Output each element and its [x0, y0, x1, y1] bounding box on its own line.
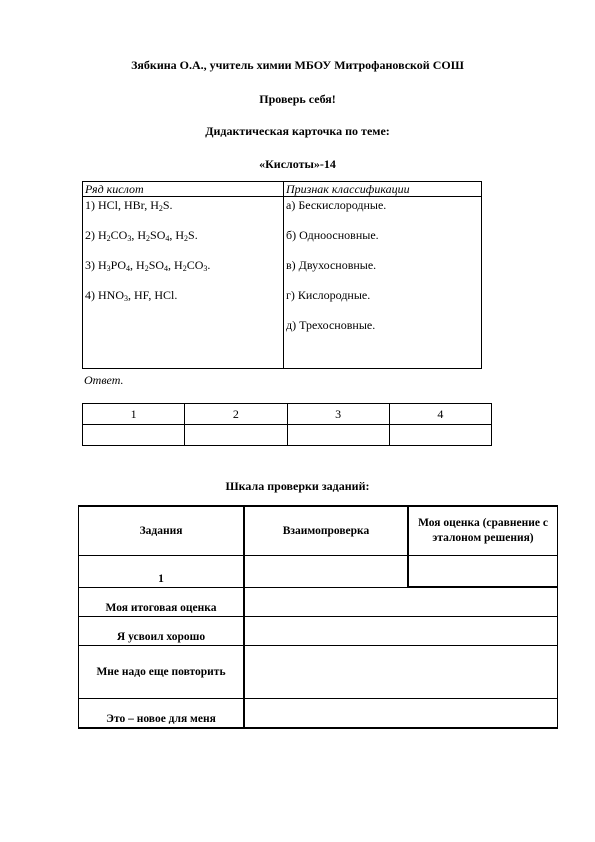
classification-table — [82, 181, 482, 369]
own-grade-header: Моя оценка (сравнение с эталоном решения) — [408, 506, 558, 556]
tasks-header: Задания — [79, 506, 245, 556]
need-repeat-cell[interactable] — [244, 646, 558, 699]
acids-column-header: Ряд кислот — [83, 182, 284, 197]
card-title: Дидактическая карточка по теме: — [205, 124, 390, 138]
final-grade-label: Моя итоговая оценка — [79, 587, 245, 617]
sign-column-header: Признак классификации — [284, 182, 482, 197]
sign-item: а) Бескислородные. — [286, 198, 387, 212]
acid-num: 3) — [85, 258, 98, 272]
answer-header-2: 2 — [185, 404, 287, 425]
learned-well-cell[interactable] — [244, 617, 558, 646]
acid-formula: HCl, HBr, $H_2S$. — [98, 198, 173, 213]
acid-num: 4) — [85, 288, 98, 302]
acid-row — [85, 287, 281, 317]
new-for-me-label: Это – новое для меня — [79, 699, 245, 729]
answer-cell-3[interactable] — [287, 425, 389, 446]
check-yourself-heading: Проверь себя! — [259, 92, 336, 106]
need-repeat-label: Мне надо еще повторить — [79, 646, 245, 699]
new-for-me-cell[interactable] — [244, 699, 558, 729]
sign-item: в) Двухосновные. — [286, 258, 377, 272]
answer-cell-4[interactable] — [389, 425, 491, 446]
peer-check-cell[interactable] — [244, 556, 408, 588]
acid-formula: $HNO_3$, HF, HCl. — [98, 288, 178, 303]
signs-list — [284, 197, 482, 369]
sign-item: г) Кислородные. — [286, 288, 371, 302]
acid-row — [85, 257, 281, 287]
answer-header-4: 4 — [389, 404, 491, 425]
answer-header-3: 3 — [287, 404, 389, 425]
acid-row — [85, 197, 281, 227]
task-number: 1 — [79, 556, 245, 588]
acid-num: 1) — [85, 198, 98, 212]
peer-check-header: Взаимопроверка — [244, 506, 408, 556]
author-line: Зябкина О.А., учитель химии МБОУ Митрофановской СОШ — [131, 58, 464, 72]
scale-table — [78, 505, 558, 729]
acid-row — [85, 227, 281, 257]
acid-formula: $H_2CO_3$, $H_2SO_4$, $H_2S$. — [98, 228, 198, 243]
learned-well-label: Я усвоил хорошо — [79, 617, 245, 646]
acid-num: 2) — [85, 228, 98, 242]
topic-title: «Кислоты»-14 — [259, 157, 336, 171]
answer-cell-1[interactable] — [83, 425, 185, 446]
scale-title: Шкала проверки заданий: — [225, 479, 370, 493]
answer-table — [82, 403, 492, 446]
answer-cell-2[interactable] — [185, 425, 287, 446]
final-grade-cell[interactable] — [244, 587, 558, 617]
own-grade-cell[interactable] — [408, 556, 558, 588]
sign-item: б) Одноосновные. — [286, 228, 379, 242]
sign-item: д) Трехосновные. — [286, 318, 376, 332]
answer-label: Ответ. — [84, 373, 124, 387]
acids-list — [83, 197, 284, 369]
answer-header-1: 1 — [83, 404, 185, 425]
acid-formula: $H_3PO_4$, $H_2SO_4$, $H_2CO_3$. — [98, 258, 211, 273]
